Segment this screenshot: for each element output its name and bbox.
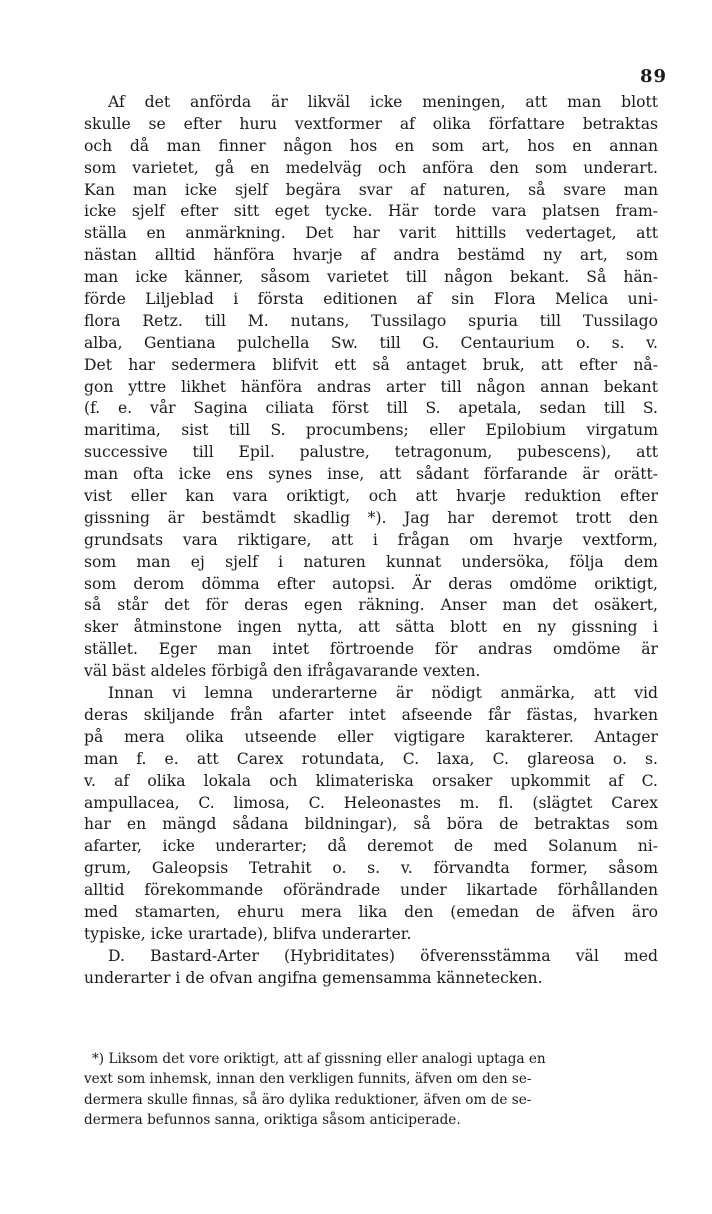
text-line: så står det för deras egen räkning. Anser man det osäkert, [84, 596, 658, 615]
text-line: underarter i de ofvan angifna gemensamma kännetecken. [84, 968, 543, 987]
footnote-text: Liksom det vore oriktigt, att af gissning eller analogi uptaga en [108, 1051, 546, 1067]
footnote-line: dermera befunnos sanna, oriktiga såsom anticiperade. [84, 1112, 461, 1129]
text-line: grum, Galeopsis Tetrahit o. s. v. förvandta former, såsom [84, 859, 658, 878]
text-line: som derom dömma efter autopsi. Är deras omdöme oriktigt, [84, 574, 658, 593]
text-line: v. af olika lokala och klimateriska orsaker upkommit af C. [84, 771, 658, 790]
paragraph-1 [84, 92, 658, 683]
text-line: nästan alltid hänföra hvarje af andra bestämd ny art, som [84, 246, 658, 265]
footnote-line: vext som inhemsk, innan den verkligen funnits, äfven om den se- [84, 1071, 532, 1088]
text-line: icke sjelf efter sitt eget tycke. Här torde vara platsen fram- [84, 202, 658, 221]
text-line: skulle se efter huru vextformer af olika författare betraktas [84, 114, 658, 133]
text-line: ställa en anmärkning. Det har varit hittills vedertaget, att [84, 224, 658, 243]
footnote-marker: *) [92, 1051, 105, 1067]
text-line: man f. e. att Carex rotundata, C. laxa, C. glareosa o. s. [84, 749, 658, 768]
footnote-line: dermera skulle finnas, så äro dylika reduktioner, äfven om de se- [84, 1091, 532, 1108]
text-line: D. Bastard-Arter (Hybriditates) öfverensstämma väl med [108, 946, 658, 965]
text-line: Kan man icke sjelf begära svar af naturen, så svare man [84, 180, 658, 199]
text-line: man icke känner, såsom varietet till någon bekant. Så hän- [84, 268, 658, 287]
paragraph-2 [84, 683, 658, 946]
text-line: sker åtminstone ingen nytta, att sätta blott en ny gissning i [84, 618, 658, 637]
text-line: alltid förekommande oförändrade under likartade förhållanden [84, 881, 658, 900]
text-line: Innan vi lemna underarterne är nödigt anmärka, att vid [108, 684, 658, 703]
page-number: 89 [640, 66, 668, 87]
text-line: gissning är bestämdt skadlig *). Jag har deremot trott den [84, 508, 658, 527]
text-line: stället. Eger man intet förtroende för andras omdöme är [84, 640, 658, 659]
text-line: (f. e. vår Sagina ciliata först till S. apetala, sedan till S. [84, 399, 658, 418]
text-line: flora Retz. till M. nutans, Tussilago spuria till Tussilago [84, 311, 658, 330]
text-line: med stamarten, ehuru mera lika den (emedan de äfven äro [84, 902, 658, 921]
body-text [84, 92, 658, 990]
text-line: väl bäst aldeles förbigå den ifrågavarande vexten. [84, 662, 481, 681]
text-line: maritima, sist till S. procumbens; eller Epilobium virgatum [84, 421, 658, 440]
text-line: successive till Epil. palustre, tetragonum, pubescens), att [84, 443, 658, 462]
text-line: alba, Gentiana pulchella Sw. till G. Centaurium o. s. v. [84, 333, 658, 352]
text-line: Af det anförda är likväl icke meningen, att man blott [108, 93, 658, 111]
footnote-line [84, 1049, 658, 1069]
text-line: deras skiljande från afarter intet afseende får fästas, hvarken [84, 705, 658, 724]
text-line: gon yttre likhet hänföra andras arter till någon annan bekant [84, 377, 658, 396]
text-line: typiske, icke urartade), blifva underarter. [84, 924, 412, 943]
text-line: afarter, icke underarter; då deremot de med Solanum ni- [84, 837, 658, 856]
text-line: vist eller kan vara oriktigt, och att hvarje reduktion efter [84, 487, 658, 506]
text-line: som varietet, gå en medelväg och anföra den som underart. [84, 158, 658, 177]
text-line: på mera olika utseende eller vigtigare karakterer. Antager [84, 727, 658, 746]
text-line: ampullacea, C. limosa, C. Heleonastes m. fl. (slägtet Carex [84, 793, 658, 812]
text-line: Det har sedermera blifvit ett så antaget bruk, att efter nå- [84, 355, 658, 374]
footnote [84, 1049, 658, 1131]
paragraph-3 [84, 946, 658, 990]
text-line: förde Liljeblad i första editionen af sin Flora Melica uni- [84, 290, 658, 309]
text-line: man ofta icke ens synes inse, att sådant förfarande är orätt- [84, 465, 658, 484]
text-line: grundsats vara riktigare, att i frågan om hvarje vextform, [84, 530, 658, 549]
text-line: och då man finner någon hos en som art, hos en annan [84, 136, 658, 155]
text-line: har en mängd sådana bildningar), så böra de betraktas som [84, 815, 658, 834]
text-line: som man ej sjelf i naturen kunnat undersöka, följa dem [84, 552, 658, 571]
